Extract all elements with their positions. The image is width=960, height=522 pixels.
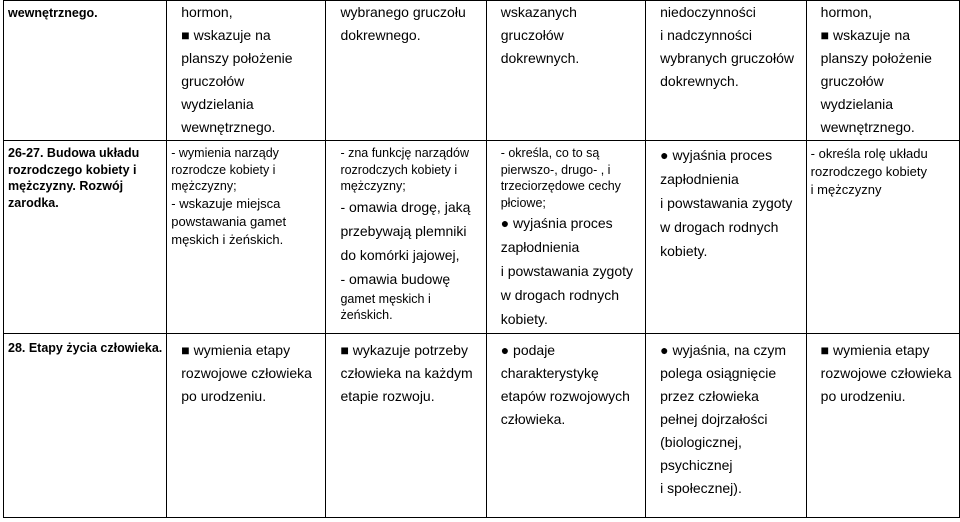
cell-text: człowieka na każdym xyxy=(340,365,473,381)
curriculum-table xyxy=(3,0,960,518)
cell-text: i mężczyzny xyxy=(810,182,882,197)
cell-text: kobiety. xyxy=(500,311,548,327)
cell-text: planszy położenie xyxy=(820,50,932,66)
cell-text: po urodzeniu. xyxy=(181,388,267,404)
cell-text: ● wyjaśnia proces xyxy=(500,215,613,231)
cell-text: dokrewnych. xyxy=(660,73,739,89)
requirement-cell xyxy=(486,1,645,141)
cell-text: pierwszo-, drugo- , i xyxy=(500,162,611,177)
cell-text: trzeciorzędowe cechy xyxy=(500,179,621,193)
cell-text: gamet męskich i xyxy=(340,291,431,306)
cell-text: wybranego gruczołu xyxy=(340,4,466,20)
cell-text: etapów rozwojowych xyxy=(500,388,630,404)
cell-text: ● podaje xyxy=(500,342,556,358)
cell-text: ● wyjaśnia proces xyxy=(660,147,773,163)
requirement-cell xyxy=(806,1,959,141)
cell-text: powstawania gamet xyxy=(171,213,287,229)
cell-text: dokrewnego. xyxy=(340,27,421,43)
cell-text: wewnętrznego. xyxy=(181,119,276,135)
cell-text: - określa, co to są xyxy=(500,146,600,160)
cell-text: wewnętrznego. xyxy=(820,119,915,135)
table-row xyxy=(4,1,960,141)
requirement-cell xyxy=(167,1,326,141)
cell-text: wybranych gruczołów xyxy=(660,50,794,66)
cell-text: wydzielania xyxy=(820,96,894,112)
requirement-cell xyxy=(167,334,326,518)
cell-text: ■ wymienia etapy xyxy=(181,342,291,358)
cell-text: - wymienia narządy xyxy=(171,146,279,160)
requirement-cell xyxy=(326,1,486,141)
cell-text: i społecznej). xyxy=(660,480,742,496)
cell-text: wewnętrznego. xyxy=(8,6,98,20)
cell-text: rozrodczego kobiety xyxy=(810,164,927,179)
cell-text: (biologicznej, xyxy=(660,434,742,450)
cell-text: hormon, xyxy=(820,4,873,20)
cell-text: przez człowieka xyxy=(660,388,759,404)
cell-text: i nadczynności xyxy=(660,27,752,43)
cell-text: 26-27. Budowa układu xyxy=(8,146,140,160)
cell-text: ● wyjaśnia, na czym xyxy=(660,342,787,358)
cell-text: rozrodczych kobiety i xyxy=(340,162,458,177)
cell-text: zapłodnienia xyxy=(660,171,739,187)
cell-text: człowieka. xyxy=(500,411,566,427)
requirement-cell xyxy=(326,141,486,334)
requirement-cell xyxy=(646,1,807,141)
cell-text: zapłodnienia xyxy=(500,239,580,255)
cell-text: męskich i żeńskich. xyxy=(171,231,284,247)
cell-text: do komórki jajowej, xyxy=(340,246,460,263)
requirement-cell xyxy=(806,141,959,334)
cell-text: psychicznej xyxy=(660,457,733,473)
cell-text: dokrewnych. xyxy=(500,50,580,66)
cell-text: w drogach rodnych xyxy=(500,287,619,303)
requirement-cell xyxy=(486,141,645,334)
topic-cell xyxy=(4,334,167,518)
cell-text: planszy położenie xyxy=(181,50,293,66)
cell-text: gruczołów xyxy=(500,27,564,43)
cell-text: ■ wskazuje na xyxy=(181,27,271,43)
cell-text: mężczyzny. Rozwój xyxy=(8,179,124,193)
cell-text: w drogach rodnych xyxy=(660,219,779,235)
cell-text: - zna funkcję narządów xyxy=(340,146,469,160)
cell-text: mężczyzny; xyxy=(171,179,237,193)
cell-text: i powstawania zygoty xyxy=(500,263,633,279)
cell-text: ■ wykazuje potrzeby xyxy=(340,342,468,358)
cell-text: wskazanych xyxy=(500,4,577,20)
cell-text: i powstawania zygoty xyxy=(660,195,793,211)
cell-text: rozwojowe człowieka xyxy=(820,365,952,381)
cell-text: charakterystykę xyxy=(500,365,599,381)
requirement-cell xyxy=(646,334,807,518)
cell-text: zarodka. xyxy=(8,195,59,210)
requirement-cell xyxy=(646,141,807,334)
requirement-cell xyxy=(486,334,645,518)
cell-text: - określa rolę układu xyxy=(810,146,928,161)
cell-text: żeńskich. xyxy=(340,308,393,322)
cell-text: kobiety. xyxy=(660,243,708,259)
cell-text: - omawia drogę, jaką xyxy=(340,198,471,215)
cell-text: mężczyzny; xyxy=(340,179,406,193)
requirement-cell xyxy=(326,334,486,518)
requirement-cell xyxy=(167,141,326,334)
cell-text: po urodzeniu. xyxy=(820,388,906,404)
cell-text: gruczołów xyxy=(820,73,884,89)
cell-text: rozrodcze kobiety i xyxy=(171,162,276,177)
cell-text: ■ wskazuje na xyxy=(820,27,911,43)
cell-text: rozwojowe człowieka xyxy=(181,365,312,381)
cell-text: płciowe; xyxy=(500,195,546,210)
cell-text: - omawia budowę xyxy=(340,270,451,287)
cell-text: pełnej dojrzałości xyxy=(660,411,768,427)
cell-text: polega osiągnięcie xyxy=(660,365,777,381)
cell-text: gruczołów xyxy=(181,73,245,89)
cell-text: niedoczynności xyxy=(660,4,756,20)
cell-text: wydzielania xyxy=(181,96,254,112)
requirement-cell xyxy=(806,334,959,518)
topic-cell xyxy=(4,141,167,334)
cell-text: - wskazuje miejsca xyxy=(171,195,281,211)
table-row xyxy=(4,334,960,518)
cell-text: rozrodczego kobiety i xyxy=(8,162,137,177)
cell-text: przebywają plemniki xyxy=(340,222,467,239)
table-row xyxy=(4,141,960,334)
cell-text: ■ wymienia etapy xyxy=(820,342,930,358)
topic-cell xyxy=(4,1,167,141)
cell-text: hormon, xyxy=(181,4,233,20)
cell-text: etapie rozwoju. xyxy=(340,388,435,404)
cell-text: 28. Etapy życia człowieka. xyxy=(8,341,163,355)
